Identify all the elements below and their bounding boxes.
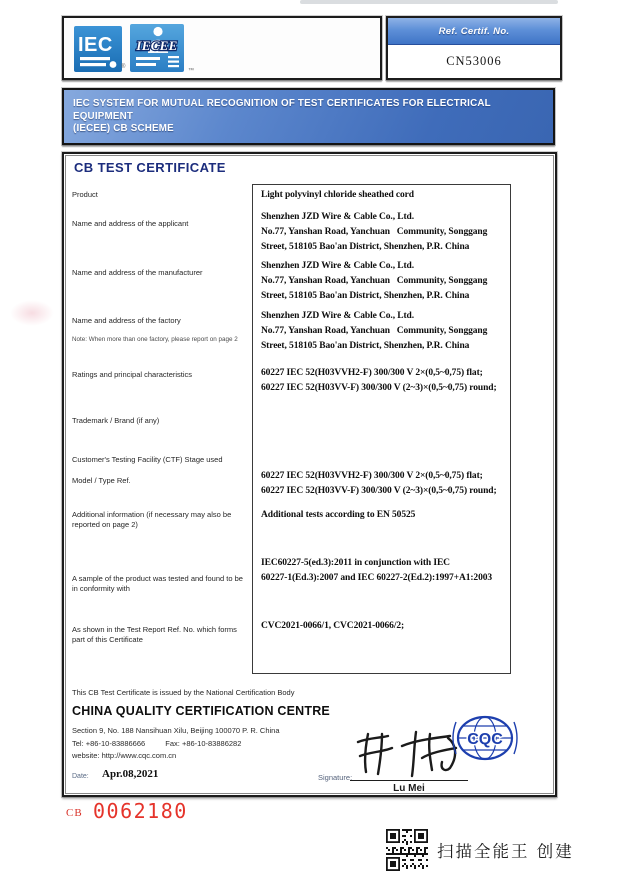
- scan-smudge: [300, 0, 558, 4]
- ncb-tel: Tel: +86-10-83886666: [72, 739, 146, 748]
- value-line: 60227 IEC 52(H03VVH2-F) 300/300 V 2×(0,5~0,75) flat;: [261, 368, 483, 378]
- ncb-address: Section 9, No. 188 Nansihuan Xilu, Beijing 100070 P. R. China: [72, 726, 280, 735]
- cqc-logo-icon: [450, 712, 520, 764]
- value-applicant: [261, 210, 509, 255]
- value-conformity: [261, 556, 509, 586]
- trademark-mark: ™: [188, 68, 194, 74]
- value-line: 60227 IEC 52(H03VV-F) 300/300 V (2~3)×(0,5~0,75) round;: [261, 486, 497, 496]
- iecee-logo-icon: [130, 24, 184, 72]
- value-additional-info: [261, 508, 509, 523]
- ncb-website: website: http://www.cqc.com.cn: [72, 751, 177, 760]
- certificate-title: CB TEST CERTIFICATE: [74, 160, 226, 175]
- label-trademark: Trademark / Brand (if any): [72, 416, 160, 425]
- banner-line2: (IECEE) CB SCHEME: [73, 123, 174, 134]
- ref-certif-label: Ref. Certif. No.: [438, 25, 510, 37]
- date-label: Date:: [72, 773, 89, 780]
- date-value: Apr.08,2021: [102, 768, 159, 780]
- value-model-type-ref: [261, 469, 509, 499]
- value-test-report: [261, 619, 509, 634]
- label-ratings: Ratings and principal characteristics: [72, 370, 193, 379]
- qr-code-icon: [386, 829, 428, 871]
- value-line: Shenzhen JZD Wire & Cable Co., Ltd.: [261, 212, 415, 222]
- value-line: Additional tests according to EN 50525: [261, 510, 416, 520]
- value-line: 60227-1(Ed.3):2007 and IEC 60227-2(Ed.2):1997+A1:2003: [261, 573, 493, 583]
- label-conformity: A sample of the product was tested and found to be in conformity with: [72, 574, 243, 593]
- value-factory: [261, 309, 509, 354]
- value-line: No.77, Yanshan Road, Yanchuan Community, Songgang: [261, 276, 488, 286]
- signature-label: Signature:: [318, 773, 353, 782]
- value-line: IEC60227-5(ed.3):2011 in conjunction with IEC: [261, 558, 450, 568]
- value-line: 60227 IEC 52(H03VV-F) 300/300 V (2~3)×(0,5~0,75) round;: [261, 383, 497, 393]
- cqc-logo-text: CQC: [467, 731, 503, 748]
- scheme-banner: [62, 88, 555, 145]
- value-line: Shenzhen JZD Wire & Cable Co., Ltd.: [261, 261, 415, 271]
- banner-line1: IEC SYSTEM FOR MUTUAL RECOGNITION OF TEST CERTIFICATES FOR ELECTRICAL EQUIPMENT: [73, 98, 491, 122]
- value-line: No.77, Yanshan Road, Yanchuan Community, Songgang: [261, 227, 488, 237]
- value-product: [261, 188, 509, 203]
- stamp-serial-number: 0062180: [93, 799, 188, 823]
- label-product: Product: [72, 190, 98, 199]
- registered-mark: ®: [121, 64, 126, 70]
- label-additional-info: Additional information (if necessary may also be reported on page 2): [72, 510, 232, 529]
- ref-certif-header: [388, 18, 560, 45]
- label-manufacturer: Name and address of the manufacturer: [72, 268, 203, 277]
- signature-line: [350, 780, 468, 781]
- value-line: Light polyvinyl chloride sheathed cord: [261, 190, 414, 200]
- iec-logo-icon: [74, 26, 122, 72]
- factory-note: Note: When more than one factory, please report on page 2: [72, 336, 238, 343]
- signatory-name: Lu Mei: [393, 783, 425, 794]
- value-line: 60227 IEC 52(H03VVH2-F) 300/300 V 2×(0,5~0,75) flat;: [261, 471, 483, 481]
- ref-certif-box: [386, 16, 562, 80]
- label-applicant: Name and address of the applicant: [72, 219, 189, 228]
- label-factory: Name and address of the factory: [72, 316, 181, 325]
- label-model-type-ref: Model / Type Ref.: [72, 476, 131, 485]
- value-line: Shenzhen JZD Wire & Cable Co., Ltd.: [261, 311, 415, 321]
- stamp-cb-prefix: CB: [66, 807, 83, 819]
- value-line: Street, 518105 Bao'an District, Shenzhen, P.R. China: [261, 242, 470, 252]
- value-line: CVC2021-0066/1, CVC2021-0066/2;: [261, 621, 405, 631]
- header-logo-box: [62, 16, 382, 80]
- values-box: [252, 184, 511, 674]
- ncb-contact: [72, 739, 241, 748]
- svg-text:IECEE: IECEE: [136, 38, 178, 53]
- ref-certif-number: CN53006: [446, 53, 502, 68]
- svg-text:IEC: IEC: [78, 34, 113, 56]
- scan-smudge: [10, 300, 54, 326]
- value-line: Street, 518105 Bao'an District, Shenzhen, P.R. China: [261, 291, 470, 301]
- value-line: Street, 518105 Bao'an District, Shenzhen, P.R. China: [261, 341, 470, 351]
- label-ctf-stage: Customer's Testing Facility (CTF) Stage used: [72, 455, 223, 464]
- label-test-report: As shown in the Test Report Ref. No. which forms part of this Certificate: [72, 625, 237, 644]
- scanner-watermark-text: 扫描全能王 创建: [437, 842, 574, 861]
- value-manufacturer: [261, 259, 509, 304]
- value-ratings: [261, 366, 509, 396]
- issued-statement: This CB Test Certificate is issued by the National Certification Body: [72, 688, 295, 697]
- ncb-fax: Fax: +86-10-83886282: [165, 739, 242, 748]
- ncb-name: CHINA QUALITY CERTIFICATION CENTRE: [72, 704, 330, 718]
- value-line: No.77, Yanshan Road, Yanchuan Community, Songgang: [261, 326, 488, 336]
